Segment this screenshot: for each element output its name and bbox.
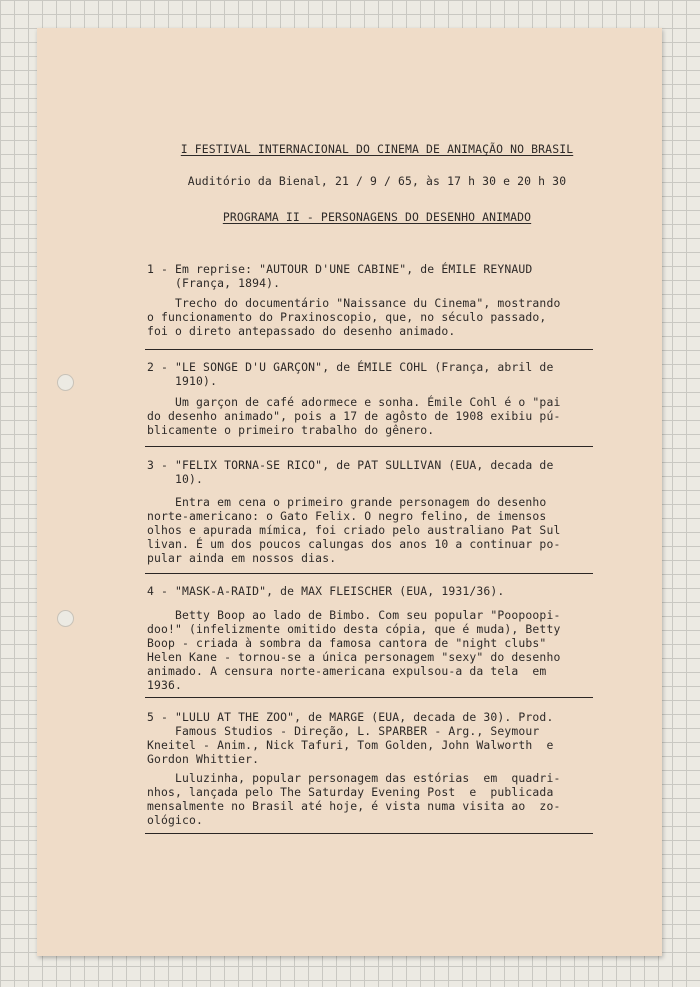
item-2-body: Um garçon de café adormece e sonha. Émile Cohl é o "pai do desenho animado", pois a 17 de agôsto de 1908 exibiu pú- blicamente o primeiro trabalho do gênero. (147, 395, 561, 437)
item-1-heading: 1 - Em reprise: "AUTOUR D'UNE CABINE", de ÉMILE REYNAUD (França, 1894). (147, 262, 533, 290)
program-title: PROGRAMA II - PERSONAGENS DO DESENHO ANIMADO (222, 210, 532, 224)
item-3-heading: 3 - "FELIX TORNA-SE RICO", de PAT SULLIVAN (EUA, decada de 10). (147, 458, 554, 486)
item-4-body: Betty Boop ao lado de Bimbo. Com seu popular "Poopoopi- doo!" (infelizmente omitido desta cópia, que é muda), Betty Boop - criada à sombra da famosa cantora de "night clubs" Helen Kane - tornou-se a única personagem "sexy" do desenho animado. A censura norte-americana expulsou-a da tela em 1936. (147, 608, 561, 692)
punch-hole-upper (57, 374, 74, 391)
divider-1 (145, 349, 593, 350)
divider-4 (145, 697, 593, 698)
divider-3 (145, 573, 593, 574)
venue-line: Auditório da Bienal, 21 / 9 / 65, às 17 h 30 e 20 h 30 (187, 174, 567, 188)
item-5-heading: 5 - "LULU AT THE ZOO", de MARGE (EUA, decada de 30). Prod. Famous Studios - Direção, L. SPARBER - Arg., Seymour Kneitel - Anim., Nick Tafuri, Tom Golden, John Walworth e Gordon Whittier. (147, 710, 554, 766)
item-1-body: Trecho do documentário "Naissance du Cinema", mostrando o funcionamento do Praxinoscopio, que, no século passado, foi o direto antepassado do desenho animado. (147, 296, 561, 338)
item-2-heading: 2 - "LE SONGE D'U GARÇON", de ÉMILE COHL (França, abril de 1910). (147, 360, 554, 388)
item-4-heading: 4 - "MASK-A-RAID", de MAX FLEISCHER (EUA, 1931/36). (147, 584, 505, 598)
festival-title: I FESTIVAL INTERNACIONAL DO CINEMA DE ANIMAÇÃO NO BRASIL (180, 142, 574, 156)
item-3-body: Entra em cena o primeiro grande personagem do desenho norte-americano: o Gato Felix. O negro felino, de imensos olhos e apurada mímica, foi criado pelo australiano Pat Sul livan. É um dos poucos calungas dos anos 10 a continuar po- pular ainda em nossos dias. (147, 495, 561, 565)
item-5-body: Luluzinha, popular personagem das estórias em quadri- nhos, lançada pelo The Saturday Evening Post e publicada mensalmente no Brasil até hoje, é vista numa visita ao zo- ológico. (147, 771, 561, 827)
typewritten-sheet (37, 28, 662, 956)
divider-2 (145, 446, 593, 447)
divider-5 (145, 833, 593, 834)
punch-hole-lower (57, 610, 74, 627)
